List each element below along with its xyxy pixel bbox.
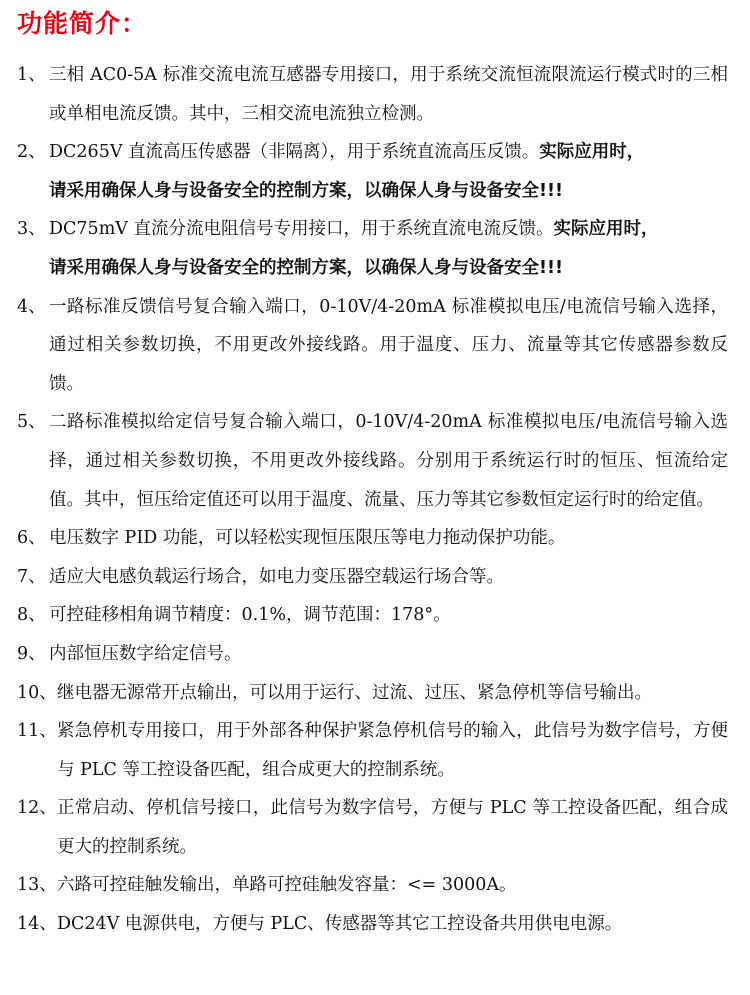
feature-item-9 — [0, 635, 750, 674]
feature-item-2 — [0, 133, 750, 210]
safety-warning: 实际应用时， — [553, 219, 659, 240]
feature-number: 14、 — [17, 914, 57, 935]
feature-item-13 — [0, 866, 750, 905]
feature-text: 紧急停机专用接口，用于外部各种保护紧急停机信号的输入，此信号为数字信号，方便与 PLC 等工控设备匹配，组合成更大的控制系统。 — [57, 721, 728, 780]
feature-number: 4、 — [17, 296, 46, 317]
feature-text: 继电器无源常开点输出，可以用于运行、过流、过压、紧急停机等信号输出。 — [57, 682, 652, 703]
feature-number: 12、 — [17, 798, 57, 819]
feature-number: 5、 — [17, 412, 46, 433]
feature-number: 3、 — [17, 219, 46, 240]
page-title: 功能简介： — [17, 9, 148, 38]
feature-item-11 — [0, 712, 750, 789]
feature-item-6 — [0, 519, 750, 558]
feature-text: 电压数字 PID 功能，可以轻松实现恒压限压等电力拖动保护功能。 — [49, 528, 566, 549]
feature-number: 10、 — [17, 682, 57, 703]
feature-item-14 — [0, 905, 750, 944]
feature-item-3 — [0, 210, 750, 287]
feature-text: DC24V 电源供电，方便与 PLC、传感器等其它工控设备共用供电电源。 — [57, 914, 623, 935]
feature-number: 11、 — [17, 721, 57, 742]
feature-number: 1、 — [17, 65, 46, 85]
feature-text: 三相 AC0-5A 标准交流电流互感器专用接口，用于系统交流恒流限流运行模式时的三相或单相电流反馈。其中，三相交流电流独立检测。 — [49, 65, 728, 124]
feature-number: 8、 — [17, 605, 46, 626]
feature-number: 6、 — [17, 528, 46, 549]
feature-number: 9、 — [17, 643, 46, 664]
feature-item-5 — [0, 403, 750, 519]
safety-warning: 实际应用时， — [539, 142, 645, 163]
feature-text: 正常启动、停机信号接口，此信号为数字信号，方便与 PLC 等工控设备匹配，组合成更大的控制系统。 — [57, 798, 728, 857]
feature-text: 内部恒压数字给定信号。 — [49, 643, 242, 664]
feature-number: 13、 — [17, 875, 57, 896]
feature-text: 适应大电感负载运行场合，如电力变压器空载运行场合等。 — [49, 566, 504, 587]
feature-item-7 — [0, 558, 750, 597]
feature-text: 可控硅移相角调节精度：0.1%，调节范围：178°。 — [49, 605, 451, 626]
feature-description: DC75mV 直流分流电阻信号专用接口，用于系统直流电流反馈。 — [49, 219, 554, 240]
feature-text: 二路标准模拟给定信号复合输入端口，0-10V/4-20mA 标准模拟电压/电流信号输入选择，通过相关参数切换，不用更改外接线路。分别用于系统运行时的恒压、恒流给定值。其中，恒压给定值还可以用于温度、流量、压力等其它参数恒定运行时的给定值。 — [49, 412, 728, 510]
feature-text — [49, 133, 728, 210]
feature-item-10 — [0, 674, 750, 713]
feature-description: DC265V 直流高压传感器（非隔离），用于系统直流高压反馈。 — [49, 142, 540, 163]
feature-text: 一路标准反馈信号复合输入端口，0-10V/4-20mA 标准模拟电压/电流信号输入选择，通过相关参数切换，不用更改外接线路。用于温度、压力、流量等其它传感器参数反馈。 — [49, 296, 728, 394]
feature-item-1 — [0, 56, 750, 133]
feature-item-4 — [0, 288, 750, 404]
feature-text — [49, 210, 728, 287]
feature-number: 2、 — [17, 142, 46, 163]
feature-number: 7、 — [17, 566, 46, 587]
safety-warning-detail: 请采用确保人身与设备安全的控制方案，以确保人身与设备安全!!! — [49, 180, 563, 201]
feature-item-8 — [0, 596, 750, 635]
feature-item-12 — [0, 789, 750, 866]
safety-warning-detail: 请采用确保人身与设备安全的控制方案，以确保人身与设备安全!!! — [49, 257, 563, 278]
feature-list — [0, 56, 750, 944]
feature-text: 六路可控硅触发输出，单路可控硅触发容量：<= 3000A。 — [57, 875, 517, 896]
